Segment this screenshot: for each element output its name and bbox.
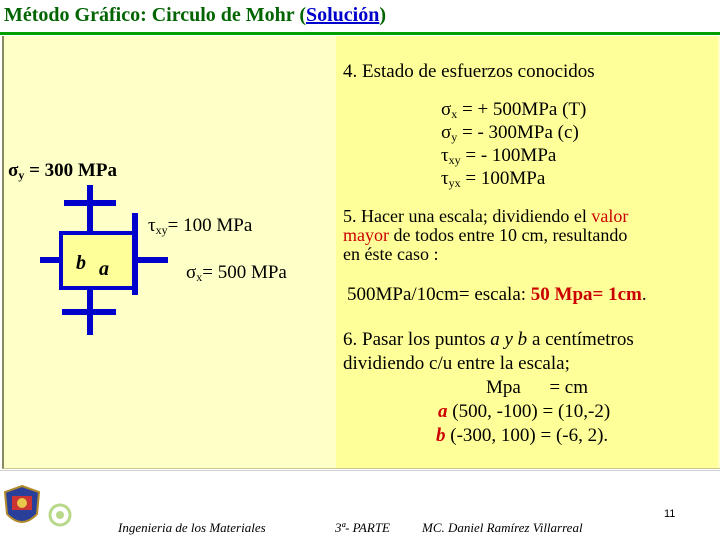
tau-xy-symbol: τ bbox=[148, 215, 156, 236]
title-text: Método Gráfico: Circulo de Mohr ( bbox=[4, 4, 306, 26]
step5-part1: 5. Hacer una escala; dividiendo el bbox=[343, 206, 592, 226]
step4-line-sigma-y-symbol: σ bbox=[441, 122, 452, 143]
step4-heading: 4. Estado de esfuerzos conocidos bbox=[343, 61, 595, 82]
sigma-y-label bbox=[8, 160, 117, 183]
sigma-y-sub: y bbox=[18, 168, 25, 182]
tau-xy-label bbox=[148, 215, 252, 238]
footer-author: MC. Daniel Ramírez Villarreal bbox=[422, 520, 583, 535]
step4-line-tau-yx-value: = 100MPa bbox=[460, 168, 546, 189]
step6-line1 bbox=[343, 328, 634, 352]
step5-part2: de todos entre 10 cm, resultando bbox=[388, 225, 628, 245]
step4-line-tau-yx-symbol: τ bbox=[441, 168, 449, 189]
step4-line-sigma-x bbox=[441, 100, 586, 123]
step6-point-b bbox=[343, 424, 634, 448]
step4-line-sigma-x-symbol: σ bbox=[441, 99, 452, 120]
footer-course: Ingenieria de los Materiales bbox=[118, 520, 266, 535]
step5-valor: valor bbox=[591, 206, 629, 226]
step4-line-tau-xy-symbol: τ bbox=[441, 145, 449, 166]
faculty-logo bbox=[48, 500, 72, 530]
step4-line-tau-yx bbox=[441, 169, 586, 192]
step4-line-tau-xy bbox=[441, 146, 586, 169]
university-crest-logo bbox=[2, 484, 42, 530]
step6-line2: dividiendo c/u entre la escala; bbox=[343, 353, 570, 374]
point-b-label: b bbox=[76, 252, 86, 274]
footer-part: 3ª- PARTE bbox=[335, 520, 390, 535]
sigma-y-symbol: σ bbox=[8, 160, 19, 181]
step5-scale-value: 50 Mpa= 1cm bbox=[530, 284, 642, 305]
slide-title bbox=[4, 4, 386, 27]
footer-divider bbox=[0, 470, 720, 471]
title-close: ) bbox=[379, 4, 387, 26]
tau-xy-sub: xy bbox=[155, 223, 168, 237]
step5-scale-dot: . bbox=[641, 284, 647, 305]
step5-text bbox=[343, 207, 715, 264]
step5-scale-prefix: 500MPa/10cm= escala: bbox=[347, 284, 531, 305]
step4-line-sigma-y bbox=[441, 123, 586, 146]
page-number: 11 bbox=[664, 508, 676, 520]
step5-scale bbox=[347, 285, 647, 304]
step6-text bbox=[343, 328, 634, 448]
step5-mayor: mayor bbox=[343, 225, 389, 245]
step4-line-sigma-x-sub: x bbox=[451, 107, 458, 121]
title-underline bbox=[0, 32, 720, 35]
title-highlight: Solución bbox=[305, 4, 380, 26]
step6-point-a-label: a bbox=[438, 401, 448, 422]
sigma-x-sub: x bbox=[196, 270, 203, 284]
step4-values bbox=[441, 100, 586, 192]
step6-line1-end: a centímetros bbox=[527, 329, 634, 350]
step5-line3: en éste caso : bbox=[343, 244, 439, 264]
step4-line-tau-xy-sub: xy bbox=[448, 153, 461, 167]
step6-units: Mpa = cm bbox=[486, 377, 589, 398]
step4-line-tau-xy-value: = - 100MPa bbox=[460, 145, 557, 166]
stress-element-box bbox=[61, 233, 135, 288]
step4-line-sigma-y-sub: y bbox=[451, 130, 458, 144]
step4-line-sigma-x-value: = + 500MPa (T) bbox=[457, 99, 587, 120]
step6-point-a-value: (500, -100) = (10,-2) bbox=[447, 401, 611, 422]
sigma-x-value: = 500 MPa bbox=[202, 262, 287, 283]
step4-line-sigma-y-value: = - 300MPa (c) bbox=[457, 122, 579, 143]
sigma-y-value: = 300 MPa bbox=[24, 160, 117, 181]
tau-xy-value: = 100 MPa bbox=[167, 215, 253, 236]
sigma-x-symbol: σ bbox=[186, 262, 197, 283]
step6-line1-text: 6. Pasar los puntos bbox=[343, 329, 491, 350]
point-a-label: a bbox=[99, 258, 109, 280]
step6-ab: a y b bbox=[490, 329, 528, 350]
step6-point-a bbox=[343, 400, 634, 424]
step6-point-b-label: b bbox=[436, 425, 446, 446]
step4-line-tau-yx-sub: yx bbox=[448, 176, 461, 190]
sigma-x-label bbox=[186, 262, 287, 285]
step6-point-b-value: (-300, 100) = (-6, 2). bbox=[445, 425, 609, 446]
